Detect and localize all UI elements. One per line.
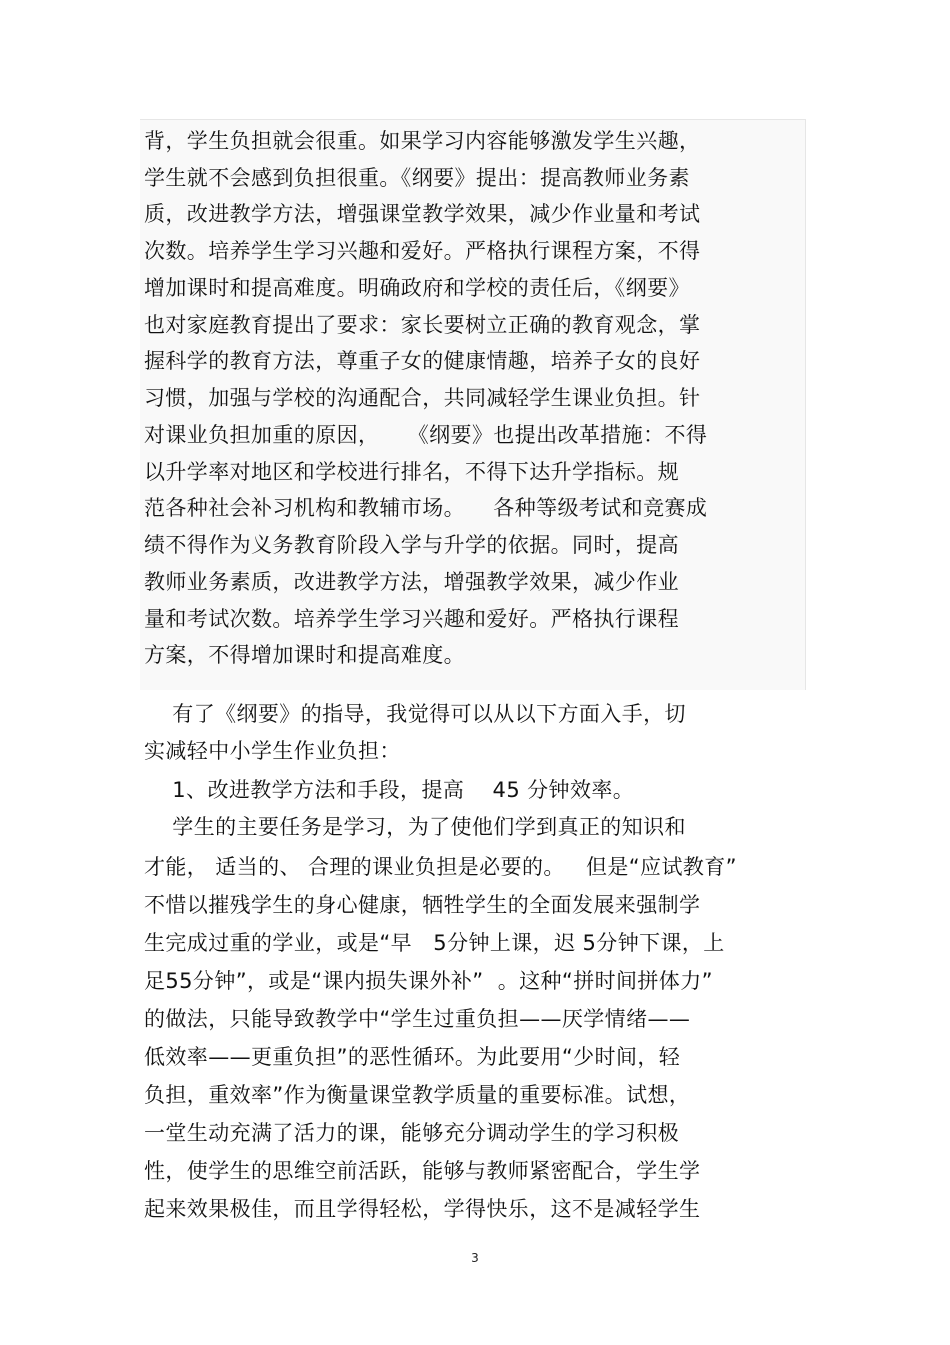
text-line: 性，使学生的思维空前活跃，能够与教师紧密配合，学生学 xyxy=(144,1159,701,1183)
section-heading: 1、改进教学方法和手段，提高 45 分钟效率。 xyxy=(144,778,635,802)
text-line: 增加课时和提高难度。明确政府和学校的责任后，《纲要》 xyxy=(144,276,690,300)
text-line: 的做法，只能导致教学中“学生过重负担——厌学情绪—— xyxy=(144,1007,691,1031)
text-line: 才能， 适当的、 合理的课业负担是必要的。 但是“应试教育” xyxy=(144,855,737,879)
text-line: 也对家庭教育提出了要求：家长要树立正确的教育观念，掌 xyxy=(144,313,701,337)
text-line: 绩不得作为义务教育阶段入学与升学的依据。同时，提高 xyxy=(144,533,679,557)
page-number: 3 xyxy=(471,1251,479,1265)
text-line: 一堂生动充满了活力的课，能够充分调动学生的学习积极 xyxy=(144,1121,679,1145)
text-line: 方案，不得增加课时和提高难度。 xyxy=(144,643,465,667)
text-line: 对课业负担加重的原因， 《纲要》也提出改革措施：不得 xyxy=(144,423,708,447)
text-line: 生完成过重的学业，或是“早 5分钟上课，迟 5分钟下课，上 xyxy=(144,931,725,955)
text-line: 量和考试次数。培养学生学习兴趣和爱好。严格执行课程 xyxy=(144,607,679,631)
text-line: 教师业务素质，改进教学方法，增强教学效果，减少作业 xyxy=(144,570,679,594)
text-line: 次数。培养学生学习兴趣和爱好。严格执行课程方案，不得 xyxy=(144,239,701,263)
text-line: 实减轻中小学生作业负担： xyxy=(144,739,401,763)
text-line: 学生的主要任务是学习，为了使他们学到真正的知识和 xyxy=(144,815,686,839)
text-line: 质，改进教学方法，增强课堂教学效果，减少作业量和考试 xyxy=(144,202,701,226)
text-line: 有了《纲要》的指导，我觉得可以从以下方面入手，切 xyxy=(144,702,686,726)
text-line: 不惜以摧残学生的身心健康，牺牲学生的全面发展来强制学 xyxy=(144,893,701,917)
text-line: 起来效果极佳，而且学得轻松，学得快乐，这不是减轻学生 xyxy=(144,1197,701,1221)
text-line: 低效率——更重负担”的恶性循环。为此要用“少时间，轻 xyxy=(144,1045,681,1069)
text-line: 范各种社会补习机构和教辅市场。 各种等级考试和竞赛成 xyxy=(144,496,708,520)
text-line: 握科学的教育方法，尊重子女的健康情趣，培养子女的良好 xyxy=(144,349,701,373)
text-line: 学生就不会感到负担很重。《纲要》提出：提高教师业务素 xyxy=(144,166,690,190)
text-line: 足55分钟”，或是“课内损失课外补” 。这种“拼时间拼体力” xyxy=(144,969,713,993)
text-line: 以升学率对地区和学校进行排名，不得下达升学指标。规 xyxy=(144,460,679,484)
text-line: 习惯，加强与学校的沟通配合，共同减轻学生课业负担。针 xyxy=(144,386,701,410)
text-line: 负担，重效率”作为衡量课堂教学质量的重要标准。试想， xyxy=(144,1083,691,1107)
text-line: 背，学生负担就会很重。如果学习内容能够激发学生兴趣， xyxy=(144,129,701,153)
